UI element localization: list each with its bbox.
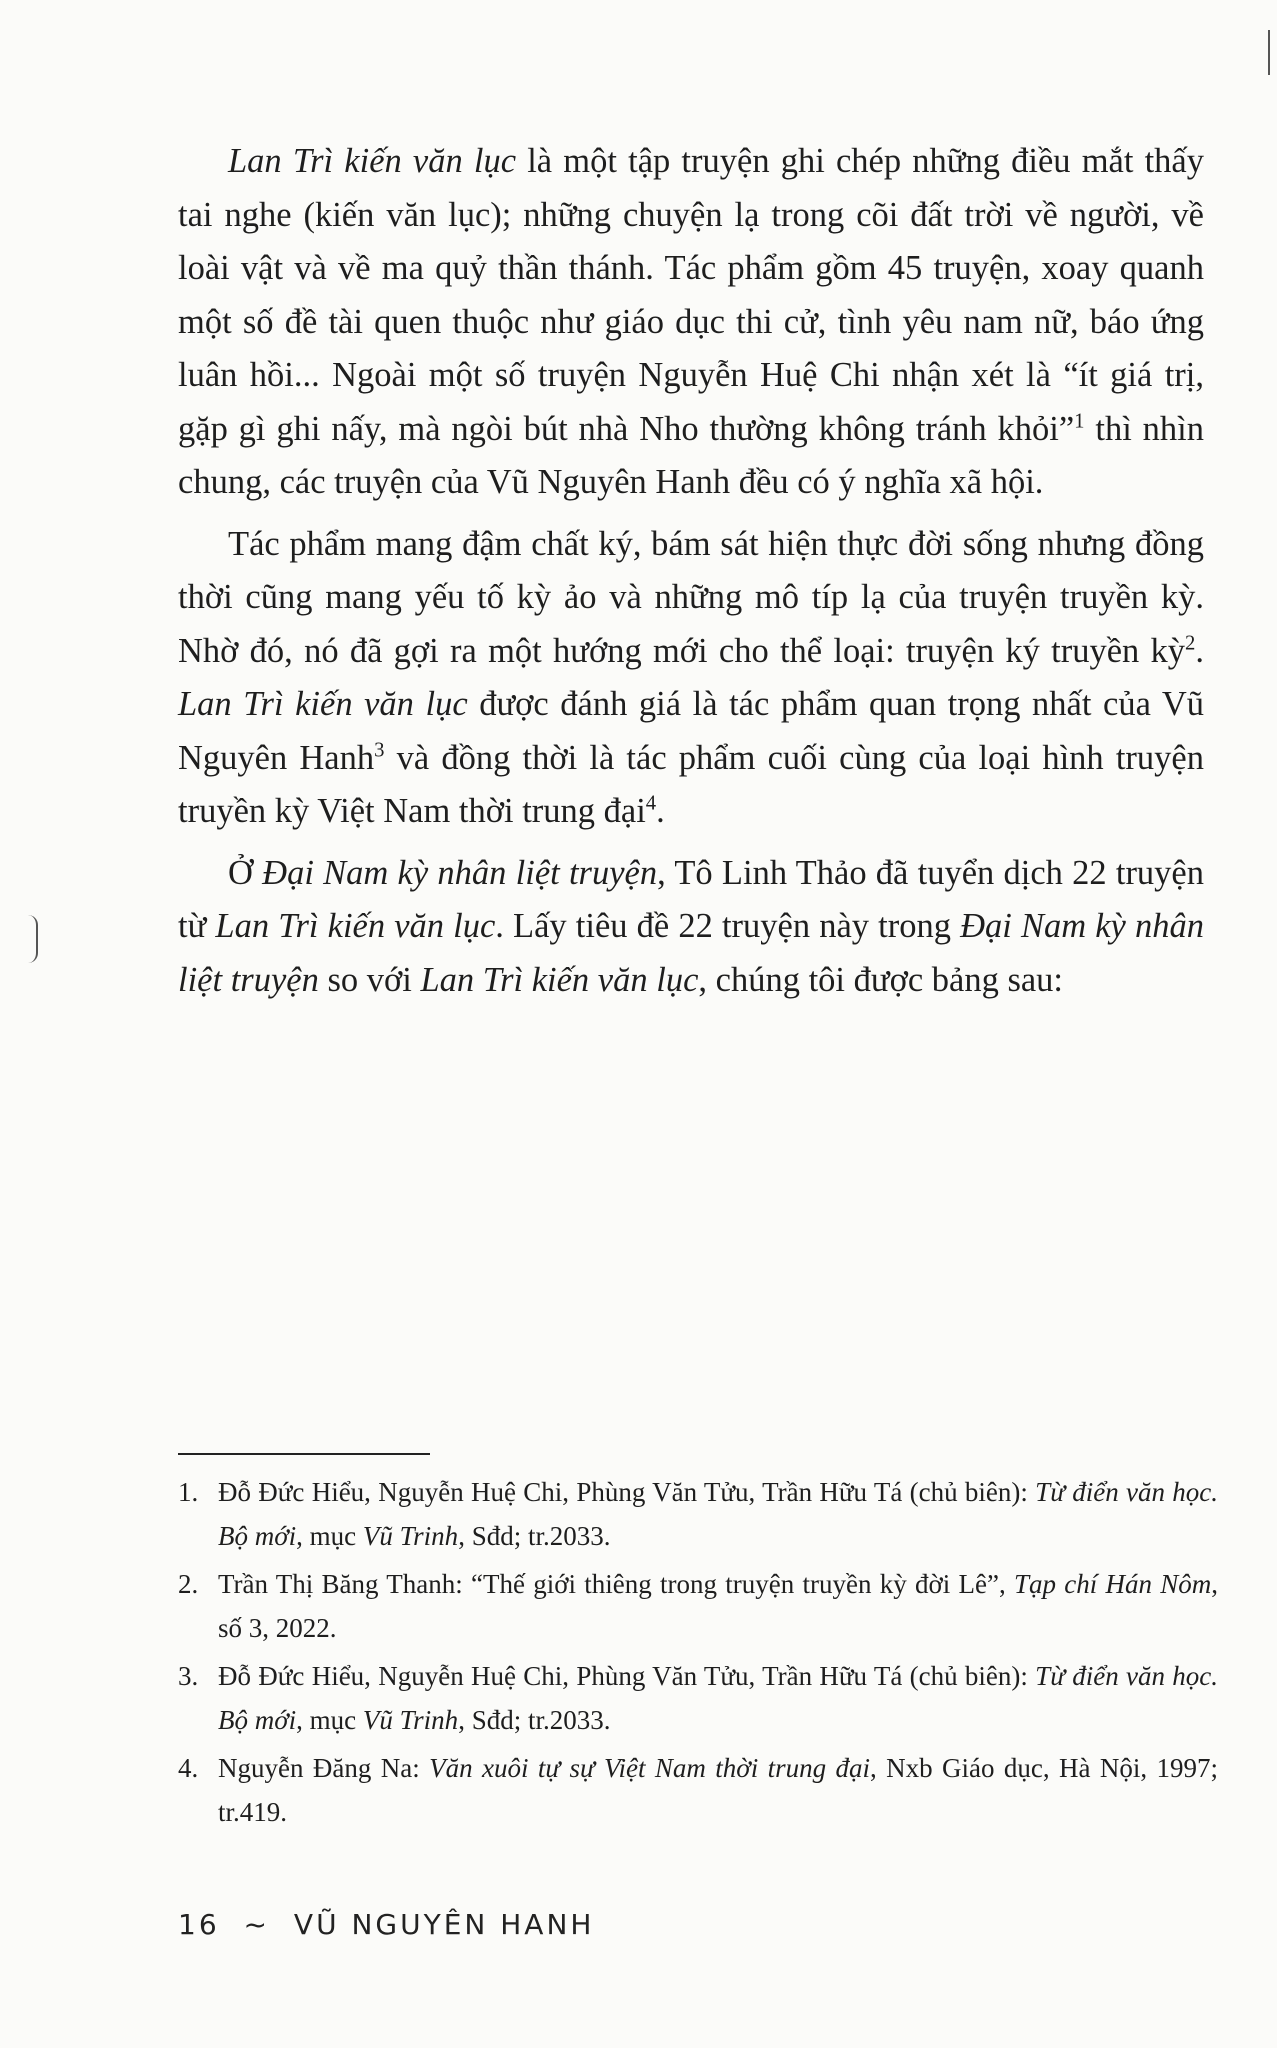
text-run: , Nxb Giáo dục, Hà Nội, 1997; tr.419. bbox=[218, 1753, 1218, 1827]
footnote bbox=[178, 1746, 1218, 1834]
body-paragraph bbox=[178, 847, 1204, 1008]
text-run: , số 3, 2022. bbox=[218, 1569, 1219, 1643]
italic-text: Vũ Trinh bbox=[362, 1521, 459, 1551]
footnote bbox=[178, 1654, 1218, 1742]
italic-text: Vũ Trinh bbox=[362, 1705, 459, 1735]
text-run: Trần Thị Băng Thanh: “Thế giới thiêng trong truyện truyền kỳ đời Lê”, bbox=[218, 1569, 1014, 1599]
running-head: VŨ NGUYÊN HANH bbox=[293, 1908, 595, 1941]
text-run: Đỗ Đức Hiểu, Nguyễn Huệ Chi, Phùng Văn Tửu, Trần Hữu Tá (chủ biên): bbox=[218, 1661, 1036, 1691]
text-run: , chúng tôi được bảng sau: bbox=[698, 960, 1064, 999]
footnote bbox=[178, 1562, 1218, 1650]
text-run: . bbox=[656, 792, 665, 830]
text-run: . Lấy tiêu đề 22 truyện này trong bbox=[495, 907, 961, 945]
body-paragraph bbox=[178, 518, 1204, 839]
italic-text: Văn xuôi tự sự Việt Nam thời trung đại bbox=[429, 1753, 870, 1783]
main-text bbox=[178, 135, 1204, 1015]
footnote-ref: 4 bbox=[645, 792, 657, 815]
text-run: , Sđd; tr.2033. bbox=[458, 1705, 611, 1735]
text-run: Ở bbox=[228, 853, 263, 892]
text-run: so với bbox=[318, 960, 421, 999]
italic-text: Đại Nam kỳ nhân liệt truyện bbox=[178, 907, 1204, 999]
italic-text: Từ điển văn học. Bộ mới bbox=[218, 1661, 1218, 1735]
footnote-number: 4. bbox=[178, 1753, 199, 1783]
text-run: thì nhìn chung, các truyện của Vũ Nguyên Hanh đều có ý nghĩa xã hội. bbox=[178, 409, 1204, 501]
italic-text: Lan Trì kiến văn lục bbox=[215, 907, 496, 945]
footnote-number: 1. bbox=[178, 1477, 199, 1507]
scan-mark-top-right bbox=[1268, 30, 1270, 75]
italic-text: Lan Trì kiến văn lục bbox=[420, 960, 699, 999]
text-run: , Sđd; tr.2033. bbox=[458, 1521, 611, 1551]
text-run: , mục bbox=[296, 1705, 363, 1735]
text-run: Nguyễn Đăng Na: bbox=[218, 1753, 430, 1783]
body-paragraph bbox=[178, 135, 1204, 510]
text-run: và đồng thời là tác phẩm cuối cùng của loại hình truyện truyền kỳ Việt Nam thời trung đại bbox=[178, 738, 1204, 830]
footnote bbox=[178, 1470, 1218, 1558]
text-run: Tác phẩm mang đậm chất ký, bám sát hiện thực đời sống nhưng đồng thời cũng mang yếu tố kỳ ảo và những mô típ lạ của truyện truyền kỳ. Nhờ đó, nó đã gợi ra một hướng mới cho thể loại: truyện ký truyền kỳ bbox=[178, 524, 1204, 670]
page-footer bbox=[178, 1908, 594, 1941]
text-run: , mục bbox=[296, 1521, 363, 1551]
text-run: được đánh giá là tác phẩm quan trọng nhất của Vũ Nguyên Hanh bbox=[178, 685, 1204, 777]
footnote-number: 3. bbox=[178, 1661, 199, 1691]
page-number: 16 bbox=[178, 1908, 220, 1941]
footnote-ref: 2 bbox=[1185, 632, 1196, 654]
footnote-separator-rule bbox=[178, 1453, 430, 1455]
footnote-ref: 1 bbox=[1074, 410, 1085, 432]
text-run: là một tập truyện ghi chép những điều mắt thấy tai nghe (kiến văn lục); những chuyện lạ trong cõi đất trời về người, về loài vật và về ma quỷ thần thánh. Tác phẩm gồm 45 truyện, xoay quanh một số đề tài quen thuộc như giáo dục thi cử, tình yêu nam nữ, báo ứng luân hồi... Ngoài một số truyện Nguyễn Huệ Chi nhận xét là “ít giá trị, gặp gì ghi nấy, mà ngòi bút nhà Nho thường không tránh khỏi” bbox=[178, 142, 1204, 448]
text-run: , Tô Linh Thảo đã tuyển dịch 22 truyện từ bbox=[178, 853, 1204, 945]
italic-text: Lan Trì kiến văn lục bbox=[228, 142, 517, 180]
scan-mark-left-margin bbox=[28, 915, 38, 963]
italic-text: Đại Nam kỳ nhân liệt truyện bbox=[262, 853, 658, 892]
text-run: Đỗ Đức Hiểu, Nguyễn Huệ Chi, Phùng Văn Tửu, Trần Hữu Tá (chủ biên): bbox=[218, 1477, 1036, 1507]
italic-text: Lan Trì kiến văn lục bbox=[178, 685, 468, 723]
italic-text: Từ điển văn học. Bộ mới bbox=[218, 1477, 1218, 1551]
footer-separator: ~ bbox=[243, 1908, 271, 1941]
footnote-ref: 3 bbox=[374, 739, 385, 761]
text-run: . bbox=[1195, 631, 1204, 670]
footnotes bbox=[178, 1470, 1218, 1838]
footnote-number: 2. bbox=[178, 1569, 199, 1599]
italic-text: Tạp chí Hán Nôm bbox=[1013, 1569, 1212, 1599]
